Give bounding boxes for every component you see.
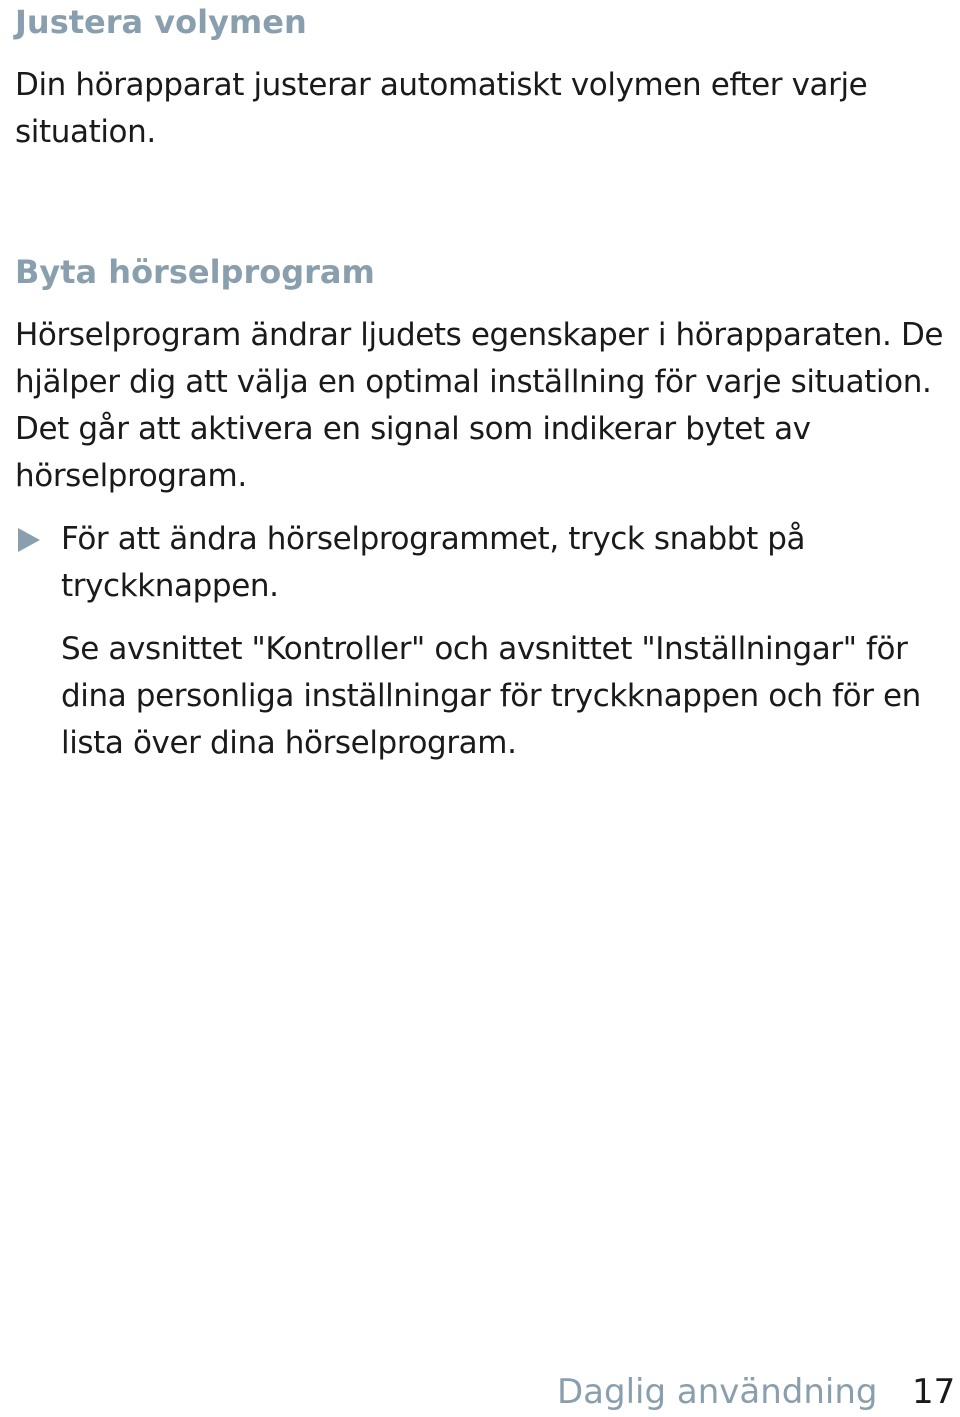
- heading-change-program: Byta hörselprogram: [15, 253, 375, 291]
- paragraph-adjust-volume: Din hörapparat justerar automatiskt volymen efter varje situation.: [15, 67, 868, 150]
- instruction-text: För att ändra hörselprogrammet, tryck snabbt på tryckknappen.: [61, 521, 806, 604]
- heading-adjust-volume: Justera volymen: [15, 3, 307, 41]
- triangle-right-icon: [18, 528, 40, 552]
- page-number: 17: [912, 1372, 956, 1412]
- footer-section-title: Daglig användning: [557, 1372, 878, 1412]
- paragraph-see-also: Se avsnittet "Kontroller" och avsnittet "Inställningar" för dina personliga inställningar för tryckknappen och för en lista över dina hörselprogram.: [61, 631, 921, 761]
- paragraph-change-program: Hörselprogram ändrar ljudets egenskaper i hörapparaten. De hjälper dig att välja en optimal inställning för varje situation. Det går att aktivera en signal som indikerar bytet av hörselprogram.: [15, 317, 944, 494]
